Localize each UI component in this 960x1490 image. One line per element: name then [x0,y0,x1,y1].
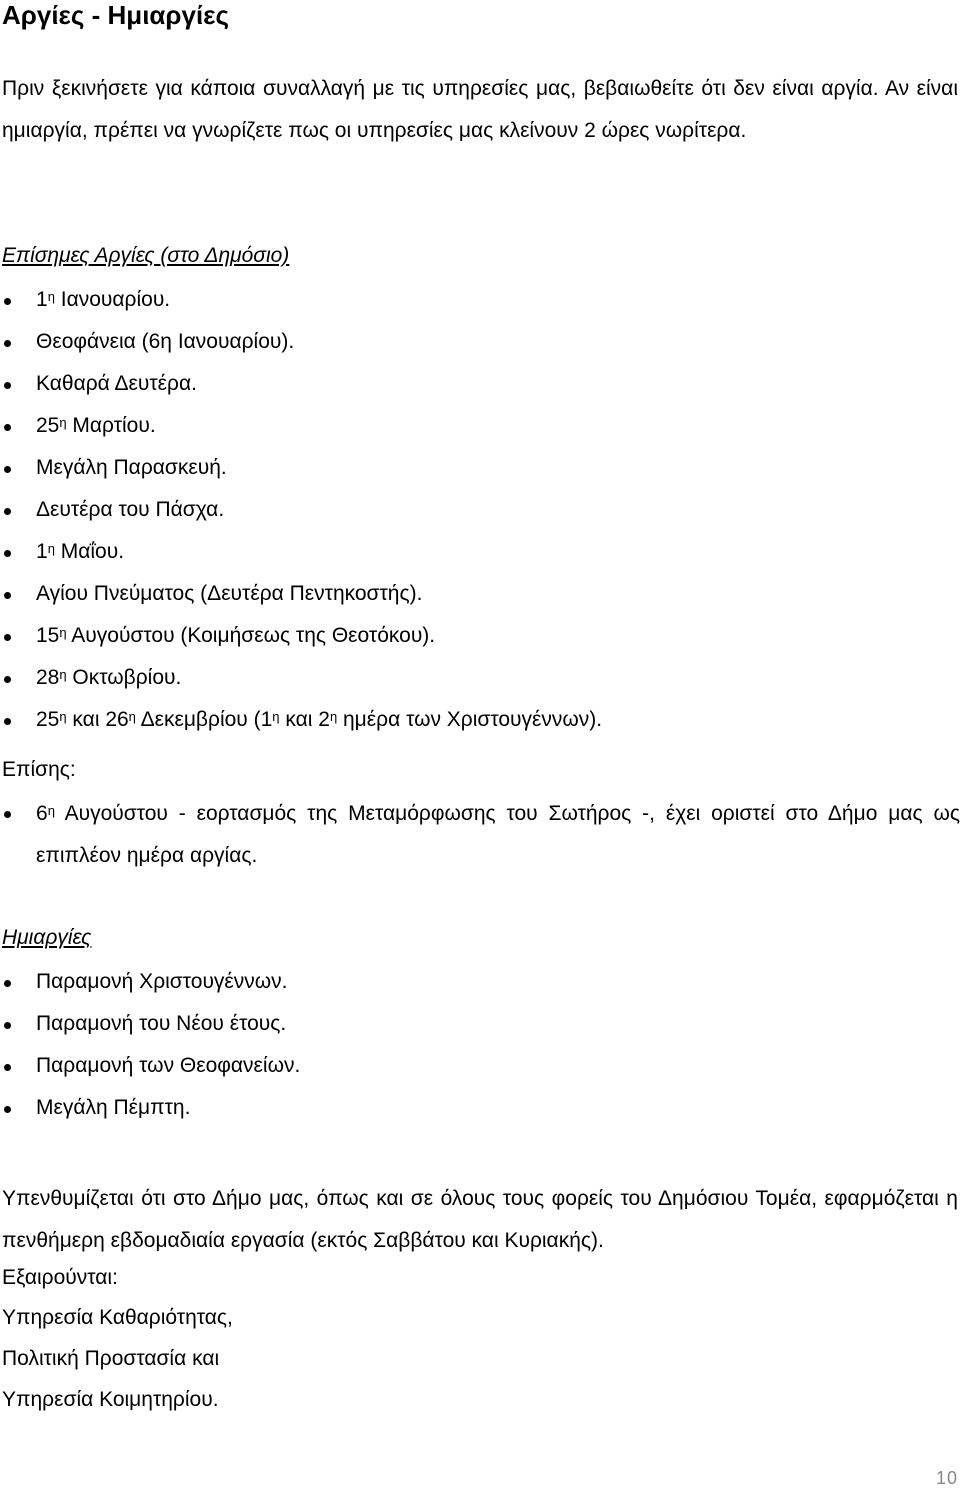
list-item: Παραμονή Χριστουγέννων. [0,968,960,1010]
page-number: 10 [935,1468,958,1488]
list-item: Θεοφάνεια (6η Ιανουαρίου). [0,328,960,370]
exception-item: Υπηρεσία Καθαριότητας, [2,1306,233,1329]
bullet-icon [4,676,11,683]
list-item: Αγίου Πνεύματος (Δευτέρα Πεντηκοστής). [0,580,960,622]
official-holidays-list [0,286,960,748]
list-item: $25^\eta$ Μαρτίου. [0,412,960,454]
bullet-icon [4,382,11,389]
list-item-transfiguration: $6^\eta$ Αυγούστου - εορτασμός της Μεταμόρφωσης του Σωτήρος -, έχει οριστεί στο Δήμο μας ως επιπλέον ημέρα αργίας. [0,793,960,877]
bullet-icon [4,592,11,599]
list-item: Δευτέρα του Πάσχα. [0,496,960,538]
exceptions-label: Εξαιρούνται: [2,1266,118,1289]
bullet-icon [4,298,11,305]
list-item-christmas: $25^\eta$ και $26^\eta$ Δεκεμβρίου ($1^\eta$ και $2^\eta$ ημέρα των Χριστουγέννων). [0,706,960,748]
also-label: Επίσης: [2,758,76,781]
bullet-icon [4,980,11,987]
bullet-icon [4,1064,11,1071]
also-list [0,793,960,877]
bullet-icon [4,1022,11,1029]
page-title: Αργίες - Ημιαργίες [2,0,230,30]
list-item: $1^\eta$ Μαΐου. [0,538,960,580]
list-item: Καθαρά Δευτέρα. [0,370,960,412]
bullet-icon [4,508,11,515]
bullet-icon [4,718,11,725]
half-holidays-heading: Ημιαργίες [2,926,92,949]
bullet-icon [4,634,11,641]
list-item: Παραμονή των Θεοφανείων. [0,1052,960,1094]
half-holidays-list [0,968,960,1136]
exception-item: Πολιτική Προστασία και [2,1347,220,1370]
bullet-icon [4,340,11,347]
list-item: $15^\eta$ Αυγούστου (Κοιμήσεως της Θεοτόκου). [0,622,960,664]
list-item: Μεγάλη Παρασκευή. [0,454,960,496]
intro-paragraph: Πριν ξεκινήσετε για κάποια συναλλαγή με τις υπηρεσίες μας, βεβαιωθείτε ότι δεν είναι αργία. Αν είναι ημιαργία, πρέπει να γνωρίζετε πως οι υπηρεσίες μας κλείνουν 2 ώρες νωρίτερα. [2,77,958,142]
bullet-icon [4,1106,11,1113]
list-item: Παραμονή του Νέου έτους. [0,1010,960,1052]
official-holidays-heading: Επίσημες Αργίες (στο Δημόσιο) [2,244,290,267]
bullet-icon [4,811,11,818]
list-item: Μεγάλη Πέμπτη. [0,1094,960,1136]
bullet-icon [4,550,11,557]
bullet-icon [4,424,11,431]
bullet-icon [4,466,11,473]
list-item: $1^\eta$ Ιανουαρίου. [0,286,960,328]
list-item: $28^\eta$ Οκτωβρίου. [0,664,960,706]
reminder-paragraph: Υπενθυμίζεται ότι στο Δήμο μας, όπως και σε όλους τους φορείς του Δημόσιου Τομέα, εφαρμόζεται η πενθήμερη εβδομαδιαία εργασία (εκτός Σαββάτου και Κυριακής). [2,1187,958,1252]
exception-item: Υπηρεσία Κοιμητηρίου. [2,1388,219,1411]
